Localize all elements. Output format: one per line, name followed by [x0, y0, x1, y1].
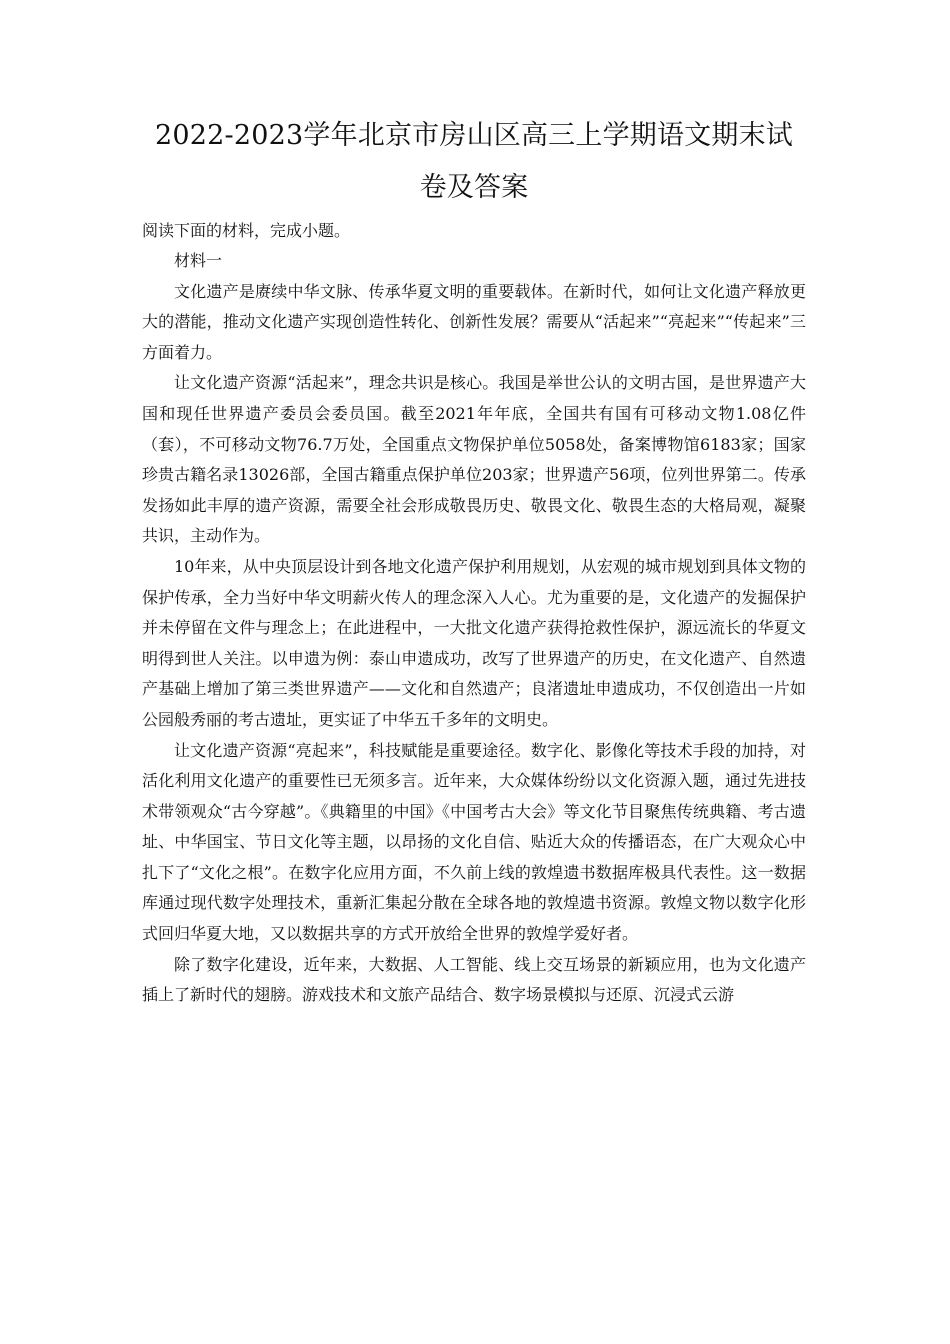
document-title: 2022-2023学年北京市房山区高三上学期语文期末试卷及答案	[155, 120, 793, 203]
paragraph: 除了数字化建设，近年来，大数据、人工智能、线上交互场景的新颖应用，也为文化遗产插上了新时代的翅膀。游戏技术和文旅产品结合、数字场景模拟与还原、沉浸式云游	[142, 954, 806, 1005]
paragraph: 10年来，从中央顶层设计到各地文化遗产保护利用规划，从宏观的城市规划到具体文物的保护传承，全力当好中华文明薪火传人的理念深入人心。尤为重要的是，文化遗产的发掘保护并未停留在文件与理念上；在此进程中，一大批文化遗产获得抢救性保护，源远流长的华夏文明得到世人关注。以申遗为例：泰山申遗成功，改写了世界遗产的历史，在文化遗产、自然遗产基础上增加了第三类世界遗产——文化和自然遗产；良渚遗址申遗成功，不仅创造出一片如公园般秀丽的考古遗址，更实证了中华五千多年的文明史。	[142, 556, 806, 729]
paragraph: 让文化遗产资源“亮起来”，科技赋能是重要途径。数字化、影像化等技术手段的加持，对活化利用文化遗产的重要性已无须多言。近年来，大众媒体纷纷以文化资源入题，通过先进技术带领观众“古今穿越”。《典籍里的中国》《中国考古大会》等文化节目聚焦传统典籍、考古遗址、中华国宝、节日文化等主题，以昂扬的文化自信、贴近大众的传播语态，在广大观众心中扎下了“文化之根”。在数字化应用方面，不久前上线的敦煌遗书数据库极具代表性。这一数据库通过现代数字处理技术，重新汇集起分散在全球各地的敦煌遗书资源。敦煌文物以数字化形式回归华夏大地，又以数据共享的方式开放给全世界的敦煌学爱好者。	[142, 740, 806, 944]
paragraph: 让文化遗产资源“活起来”，理念共识是核心。我国是举世公认的文明古国，是世界遗产大国和现任世界遗产委员会委员国。截至2021年年底，全国共有国有可移动文物1.08亿件（套），不可移动文物76.7万处，全国重点文物保护单位5058处，备案博物馆6183家；国家珍贵古籍名录13026部，全国古籍重点保护单位203家；世界遗产56项，位列世界第二。传承发扬如此丰厚的遗产资源，需要全社会形成敬畏历史、敬畏文化、敬畏生态的大格局观，凝聚共识，主动作为。	[142, 373, 806, 546]
paragraph: 文化遗产是赓续中华文脉、传承华夏文明的重要载体。在新时代，如何让文化遗产释放更大的潜能，推动文化遗产实现创造性转化、创新性发展？需要从“活起来”“亮起来”“传起来”三方面着力。	[142, 281, 806, 362]
document-page	[142, 110, 806, 1011]
reading-instruction: 阅读下面的材料，完成小题。	[142, 221, 351, 240]
material-label: 材料一	[174, 251, 223, 270]
